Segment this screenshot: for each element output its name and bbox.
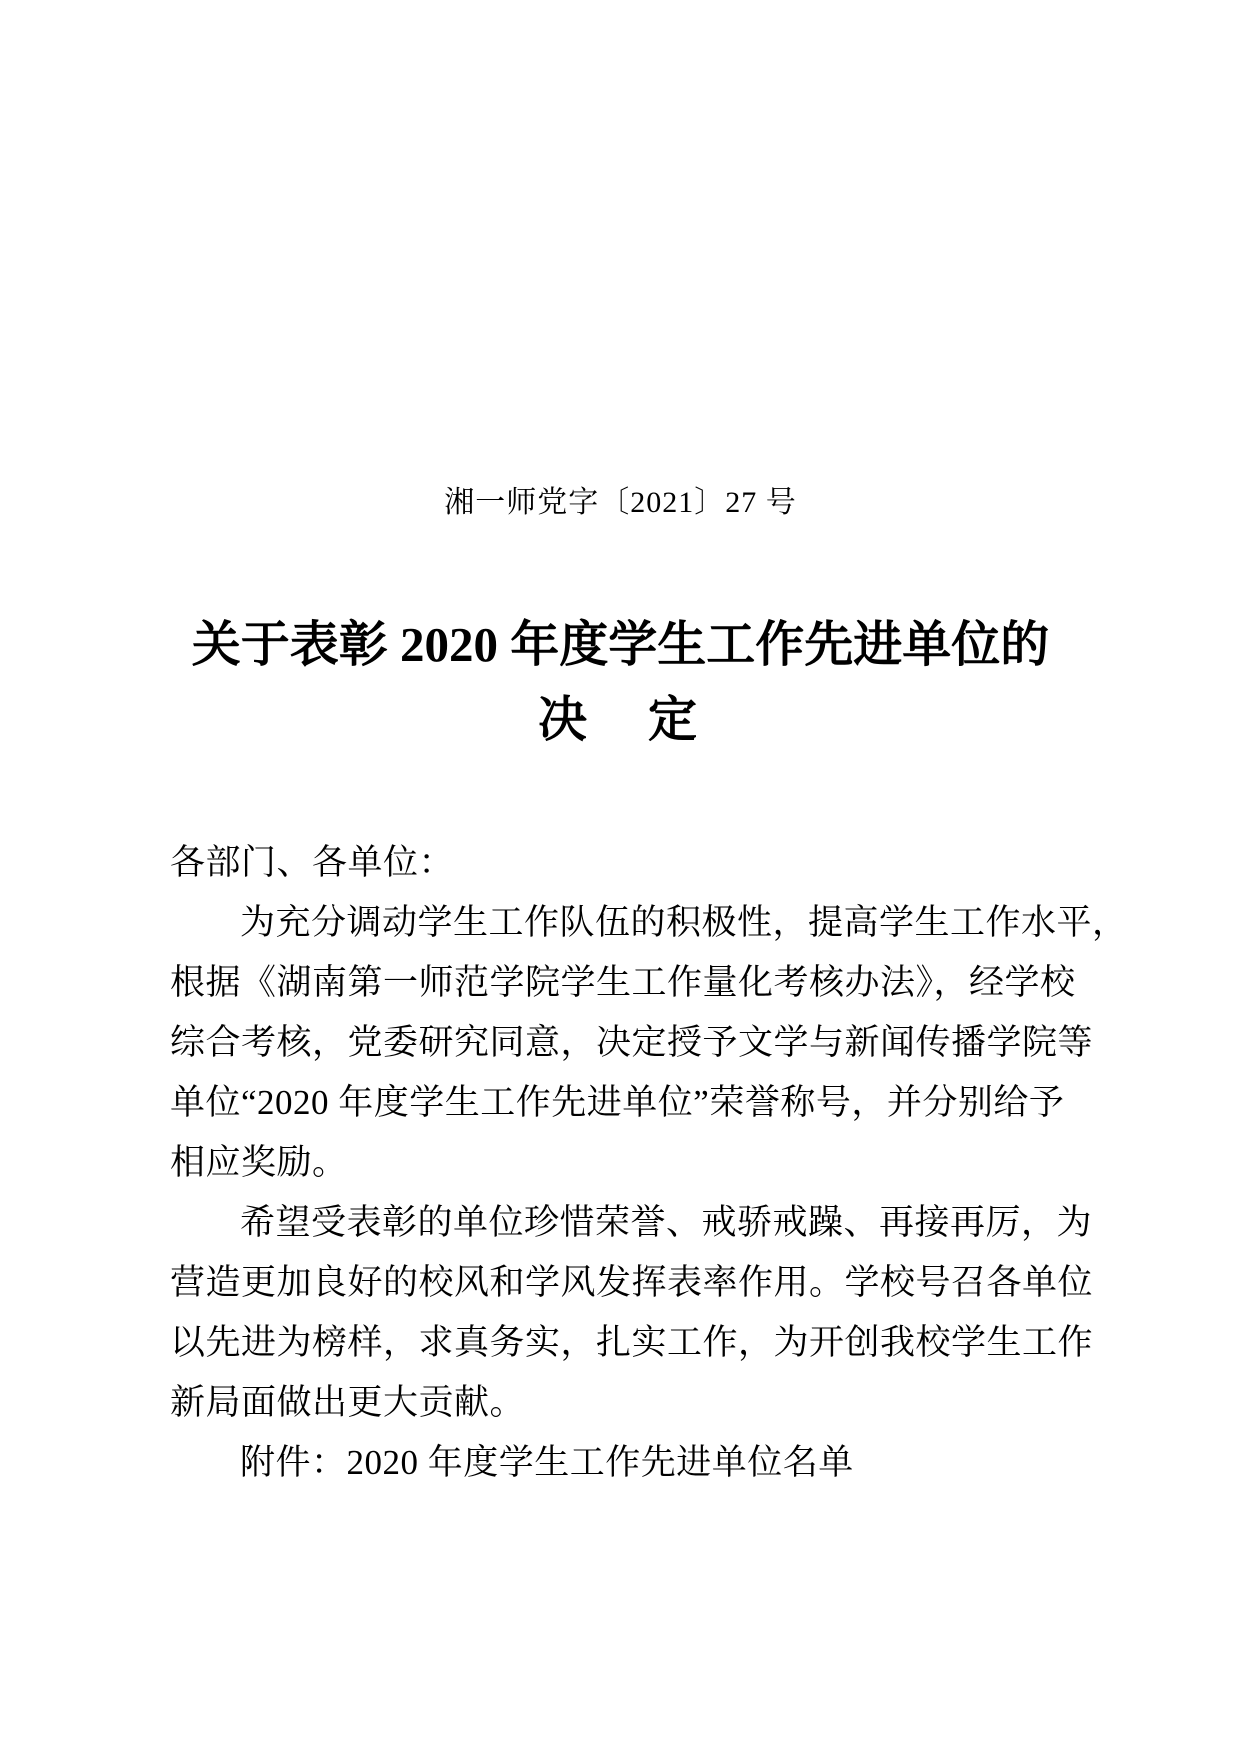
- title-line-1: 关于表彰 2020 年度学生工作先进单位的: [191, 617, 1050, 672]
- body-line: 为充分调动学生工作队伍的积极性，提高学生工作水平，: [240, 903, 1128, 942]
- attachment-line: 附件：2020 年度学生工作先进单位名单: [240, 1443, 854, 1482]
- body-line: 以先进为榜样，求真务实，扎实工作，为开创我校学生工作: [170, 1323, 1094, 1362]
- body-line: 综合考核，党委研究同意，决定授予文学与新闻传播学院等: [170, 1023, 1094, 1062]
- body-line: 希望受表彰的单位珍惜荣誉、戒骄戒躁、再接再厉，为: [240, 1203, 1093, 1242]
- body-line: 根据《湖南第一师范学院学生工作量化考核办法》，经学校: [170, 963, 1076, 1002]
- document-body: [170, 833, 1128, 1493]
- body-line: 营造更加良好的校风和学风发挥表率作用。学校号召各单位: [170, 1263, 1094, 1302]
- body-line: 相应奖励。: [170, 1143, 348, 1182]
- title-line-2: 决 定: [537, 692, 703, 747]
- document-title: [0, 617, 1241, 747]
- body-line: 单位“2020 年度学生工作先进单位”荣誉称号，并分别给予: [170, 1083, 1065, 1122]
- body-line: 新局面做出更大贡献。: [170, 1383, 526, 1422]
- salutation: 各部门、各单位：: [170, 843, 455, 882]
- doc-number: 湘一师党字〔2021〕27 号: [444, 486, 797, 519]
